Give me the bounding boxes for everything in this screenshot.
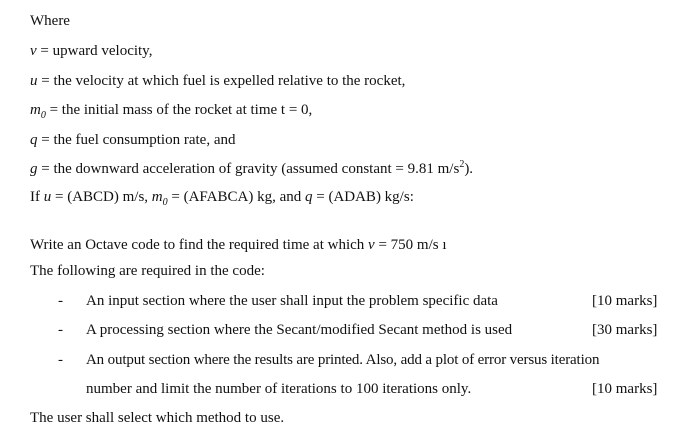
requirement-output-section: An output section where the results are printed. Also, add a plot of error versus iteration [86,352,600,368]
given-u-symbol: u [43,189,52,205]
definition-q [30,133,236,148]
symbol-g: g [30,161,38,177]
definition-g-text: = the downward acceleration of gravity (assumed constant = 9.81 m/s [37,161,460,177]
symbol-m0-subscript: 0 [40,110,46,121]
given-values [30,189,414,208]
marks-input-section: [10 marks] [592,293,658,309]
task-text-a: Write an Octave code to find the required time at which [30,237,369,253]
bullet-dash: - [58,293,63,309]
symbol-q: q [30,132,38,148]
task-statement [30,238,447,253]
definition-m0 [30,102,313,121]
given-m-symbol: m [151,189,163,205]
definition-g [30,159,474,177]
symbol-v: v [30,43,37,59]
bullet-dash: - [58,322,63,338]
given-if: If [30,189,44,205]
given-q-symbol: q [304,189,313,205]
definition-g-end: ). [464,161,474,177]
task-text-b: = 750 m/s ı [374,237,447,253]
given-q-value: = (ADAB) kg/s: [312,189,414,205]
requirement-output-section-cont: number and limit the number of iterations to 100 iterations only. [86,381,472,397]
given-m-value: = (AFABCA) kg, and [167,189,305,205]
task-v-symbol: v [368,237,375,253]
definition-u-text: = the velocity at which fuel is expelled relative to the rocket, [37,73,406,89]
symbol-u: u [30,73,38,89]
requirement-processing-section: A processing section where the Secant/modified Secant method is used [86,322,513,338]
given-m-subscript: 0 [162,197,168,208]
definition-v [30,44,152,59]
exponent-two: 2 [459,159,465,170]
definition-v-text: = upward velocity, [36,43,153,59]
closing-note: The user shall select which method to use. [30,410,285,426]
symbol-m0: m [30,102,41,118]
definition-u [30,74,405,89]
marks-output-section: [10 marks] [592,381,658,397]
definition-q-text: = the fuel consumption rate, and [37,132,236,148]
requirement-input-section: An input section where the user shall input the problem specific data [86,293,498,309]
given-u-value: = (ABCD) m/s, [51,189,152,205]
where-heading: Where [30,13,70,29]
definition-m0-text: = the initial mass of the rocket at time t = 0, [45,102,313,118]
bullet-dash: - [58,352,63,368]
requirements-intro: The following are required in the code: [30,263,265,279]
marks-processing-section: [30 marks] [592,322,658,338]
